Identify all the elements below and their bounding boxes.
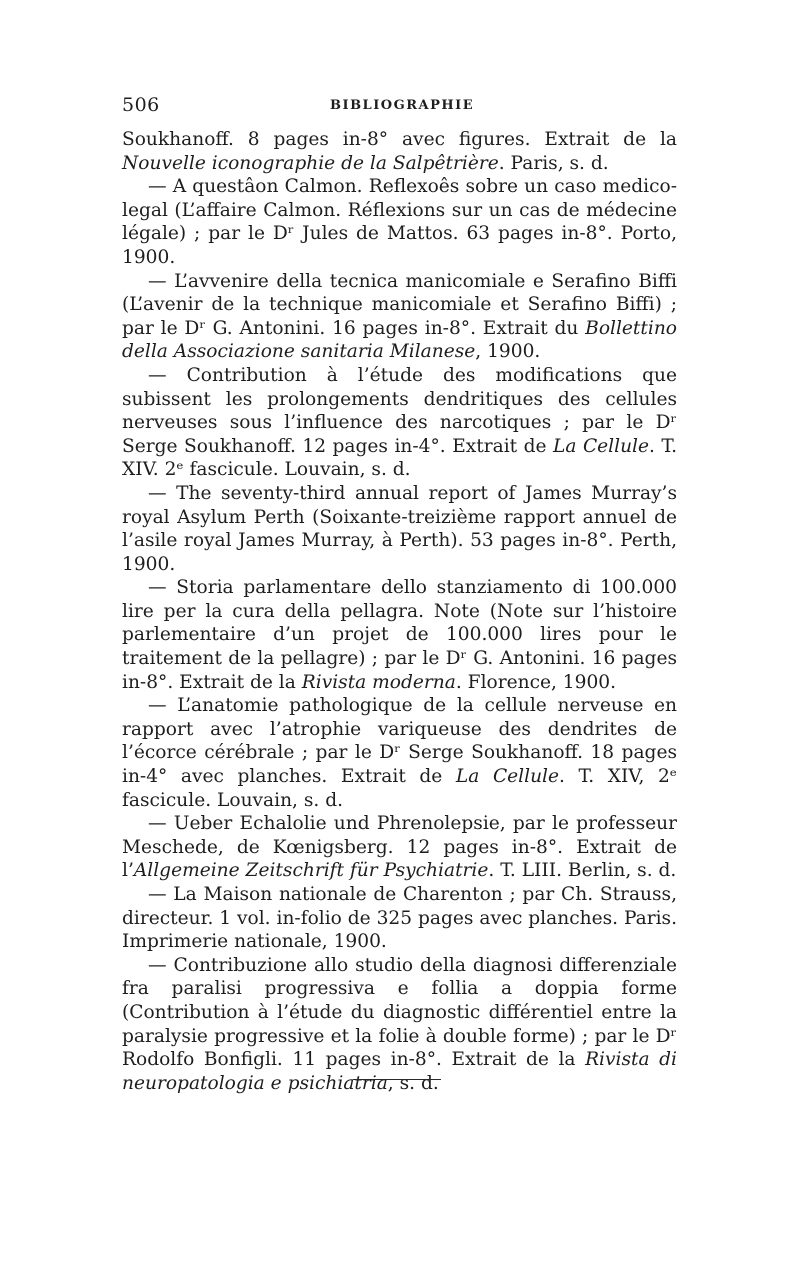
bibliography-entry: — La Maison nationale de Charenton ; par Ch. Strauss, directeur. 1 vol. in-folio de 325 pages avec planches. Paris. Imprimerie nationale, 1900. [122, 884, 677, 953]
bibliography-entry: — Contribution à l’étude des modifications que subissent les prolongements dendritiques des cellules nerveuses sous l’influence des narcotiques ; par le Dʳ Serge Soukhanoff. 12 pages in-4°. Extrait de La Cellule. T. XIV. 2ᵉ fascicule. Louvain, s. d. [122, 364, 677, 481]
running-head [122, 94, 677, 122]
bibliography-entry: Soukhanoff. 8 pages in-8° avec figures. Extrait de la Nouvelle iconographie de la Salpêtrière. Paris, s. d. [122, 129, 677, 174]
bibliography-entry: — L’anatomie pathologique de la cellule nerveuse en rapport avec l’atrophie variqueuse des dendrites de l’écorce cérébrale ; par le Dʳ Serge Soukhanoff. 18 pages in-4° avec planches. Extrait de La Cellule. T. XIV, 2ᵉ fascicule. Louvain, s. d. [122, 695, 677, 811]
page-number: 506 [122, 94, 160, 116]
bibliography-entry: — Contribuzione allo studio della diagnosi differenziale fra paralisi progressiva e follia a doppia forme (Contribution à l’étude du diagnostic différentiel entre la paralysie progressive et la folie à double forme) ; par le Dʳ Rodolfo Bonfigli. 11 pages in-8°. Extrait de la Rivista di neuropatologia e psichiatria, s. d. [122, 954, 677, 1094]
closing-rule [353, 1079, 441, 1080]
bibliography-entry: — Storia parlamentare dello stanziamento di 100.000 lire per la cura della pellagra. Note (Note sur l’histoire parlementaire d’un projet de 100.000 lires pour le traitement de la pellagre) ; par le Dʳ G. Antonini. 16 pages in-8°. Extrait de la Rivista moderna. Florence, 1900. [122, 577, 677, 693]
book-page [122, 94, 677, 1095]
section-title: BIBLIOGRAPHIE [330, 98, 475, 113]
bibliography-entry: — Ueber Echalolie und Phrenolepsie, par le professeur Meschede, de Kœnigsberg. 12 pages in-8°. Extrait de l’Allgemeine Zeitschrift für Psychiatrie. T. LIII. Berlin, s. d. [122, 813, 677, 882]
bibliography-entry: — L’avvenire della tecnica manicomiale e Serafino Biffi (L’avenir de la technique manicomiale et Serafino Biffi) ; par le Dʳ G. Antonini. 16 pages in-8°. Extrait du Bollettino della Associazione sanitaria Milanese, 1900. [122, 270, 677, 363]
bibliography-entry: — A questâon Calmon. Reflexoês sobre un caso medico-legal (L’affaire Calmon. Réflexions sur un cas de médecine légale) ; par le Dʳ Jules de Mattos. 63 pages in-8°. Porto, 1900. [122, 176, 677, 268]
bibliography-entry: — The seventy-third annual report of James Murray’s royal Asylum Perth (Soixante-treizième rapport annuel de l’asile royal James Murray, à Perth). 53 pages in-8°. Perth, 1900. [122, 482, 677, 575]
